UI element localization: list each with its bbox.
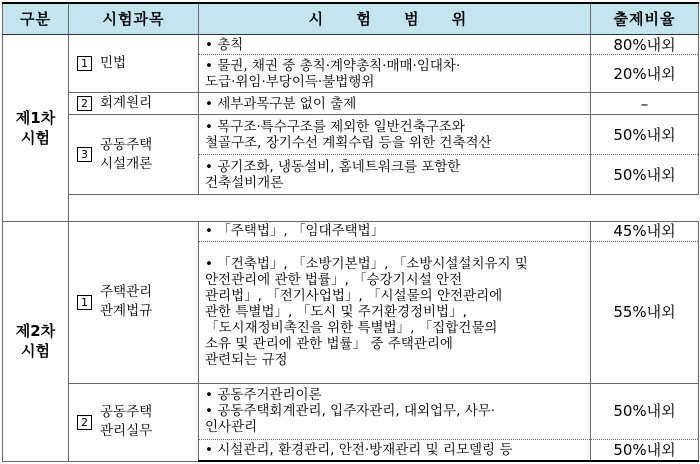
header-stage: 구분 xyxy=(3,3,69,35)
scope-cell: • 공기조화, 냉동설비, 홈네트워크를 포함한 건축설비개론 xyxy=(199,155,591,195)
rate-cell: 50%내외 xyxy=(591,155,699,195)
item-number-box: 1 xyxy=(77,56,92,71)
header-rate: 출제비율 xyxy=(591,3,699,35)
item-number-box: 2 xyxy=(77,415,92,430)
stage2-subject-2: 2 공동주택 관리실무 xyxy=(69,383,199,461)
table-row xyxy=(3,383,699,439)
rate-cell: – xyxy=(591,93,699,115)
rate-cell: 20%내외 xyxy=(591,55,699,93)
header-row xyxy=(3,3,699,35)
stage1-subject-3: 3 공동주택 시설개론 xyxy=(69,115,199,195)
scope-cell: • 공동주거관리이론 • 공동주택회계관리, 입주자관리, 대외업무, 사무· 인사관리 xyxy=(199,383,591,439)
table-row xyxy=(3,93,699,115)
scope-cell: • 총칙 xyxy=(199,35,591,55)
rate-cell: 45%내외 xyxy=(591,221,699,241)
stage1-label: 제1차 시험 xyxy=(3,35,69,222)
scope-cell: • 세부과목구분 없이 출제 xyxy=(199,93,591,115)
header-subject: 시험과목 xyxy=(69,3,199,35)
item-number-box: 2 xyxy=(77,96,92,111)
scope-cell: • 「건축법」, 「소방기본법」, 「소방시설설치유지 및 안전관리에 관한 법률」, 「승강기시설 안전 관리법」, 「전기사업법」, 「시설물의 안전관리에 관한 특별법」, 「도시 및 주거환경정비법」, 「도시재정비촉진을 위한 특별법」, 「집합건물의 소유 및 관리에 관한 법률」 중 주택관리에 관련되는 규정 xyxy=(199,241,591,383)
rate-cell: 50%내외 xyxy=(591,115,699,155)
table-row xyxy=(3,35,699,55)
table-row xyxy=(3,221,699,241)
item-number-box: 1 xyxy=(77,295,92,310)
scope-cell: • 목구조·특수구조를 제외한 일반건축구조와 철골구조, 장기수선 계획수립 등을 위한 건축적산 xyxy=(199,115,591,155)
header-scope: 시 험 범 위 xyxy=(199,3,591,35)
stage1-subject-2: 2 회계원리 xyxy=(69,93,199,115)
stage1-subject-1: 1 민법 xyxy=(69,35,199,93)
rate-cell: 80%내외 xyxy=(591,35,699,55)
item-number-box: 3 xyxy=(77,147,92,162)
stage2-subject-1: 1 주택관리 관계법규 xyxy=(69,221,199,383)
rate-cell: 50%내외 xyxy=(591,383,699,439)
scope-cell: • 시설관리, 환경관리, 안전·방재관리 및 리모델링 등 xyxy=(199,439,591,461)
exam-scope-table-container xyxy=(2,2,698,462)
exam-scope-table xyxy=(2,2,699,462)
scope-cell: • 「주택법」, 「임대주택법」 xyxy=(199,221,591,241)
table-row xyxy=(3,115,699,155)
rate-cell: 50%내외 xyxy=(591,439,699,461)
scope-cell: • 물권, 채권 중 총칙·계약총칙·매매·임대차· 도급·위임·부당이득·불법행위 xyxy=(199,55,591,93)
stage2-label: 제2차 시험 xyxy=(3,221,69,461)
rate-cell: 55%내외 xyxy=(591,241,699,383)
